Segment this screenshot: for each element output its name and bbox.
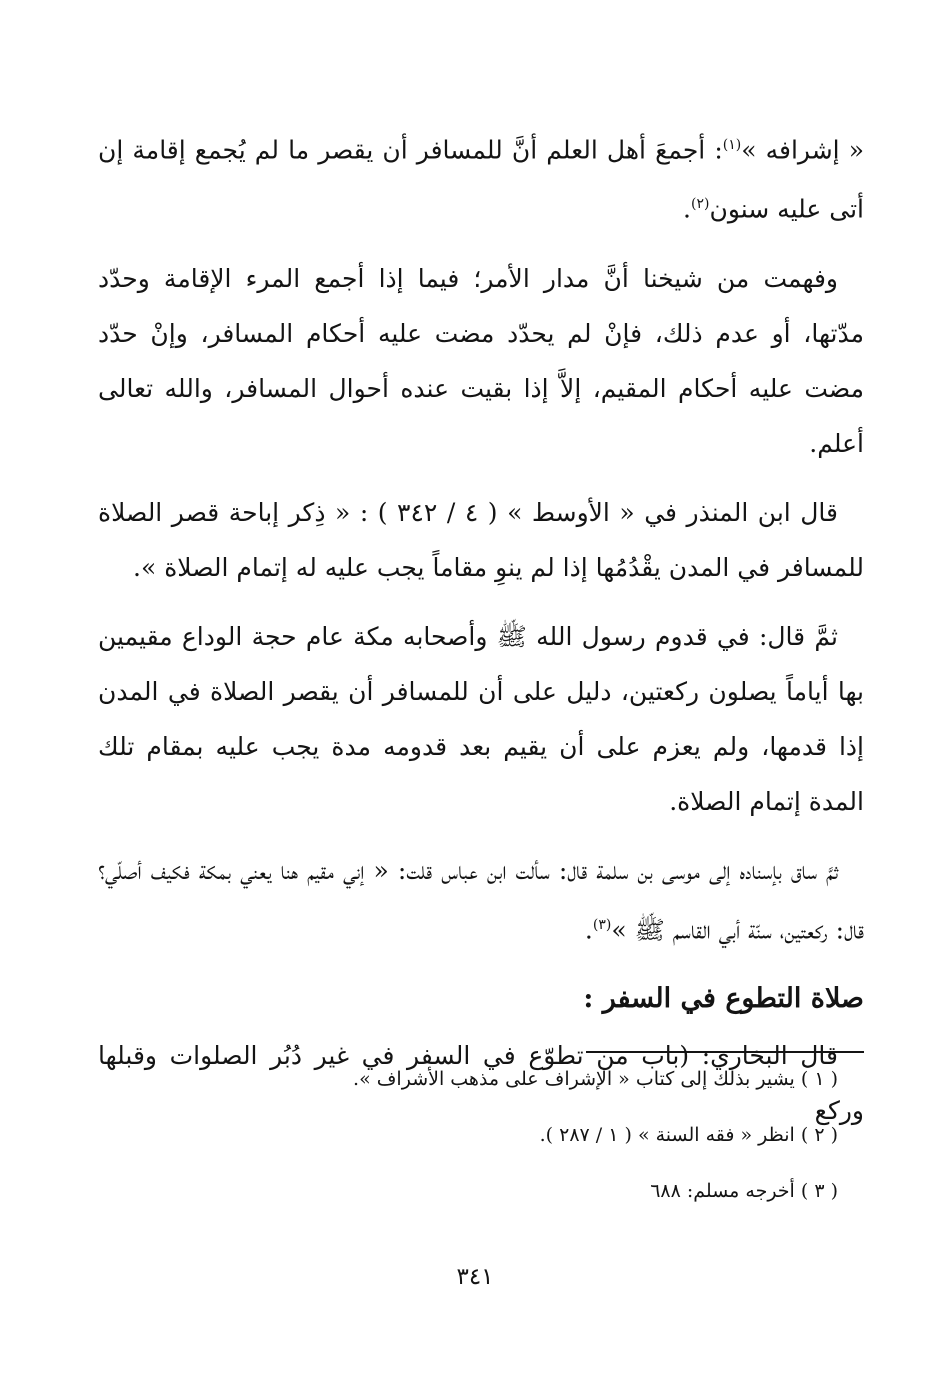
paragraph-1-end: . [683, 194, 691, 224]
paragraph-6: قال البخاري: (باب من تطوّع في السفر في غير دُبُر الصلوات وقبلها وركع [98, 1040, 864, 1125]
paragraph-2: وفهمت من شيخنا أنَّ مدار الأمر؛ فيما إذا أجمع المرء الإقامة وحدّد مدّتها، أو عدم ذلك، فإنْ لم يحدّد مضت عليه أحكام المسافر، وإنْ حدّد مضت عليه أحكام المقيم، إلاَّ إذا بقيت عنده أحوال المسافر، والله تعالى أعلم. [98, 263, 864, 458]
footnote-ref-1: (١) [722, 137, 742, 153]
main-text [98, 118, 864, 1152]
page-number: ٣٤١ [456, 1264, 494, 1290]
footnote-2: ( ٢ ) انظر « فقه السنة » ( ١ / ٢٨٧ ). [539, 1124, 838, 1146]
footnote-3: ( ٣ ) أخرجه مسلم: ٦٨٨ [650, 1180, 838, 1202]
paragraph-1-text: « إشرافه » [741, 135, 864, 165]
paragraph-5-text: ثمَّ ساق بإسناده إلى موسى بن سلمة قال: سألت ابن عباس قلت: « إني مقيم هنا يعني بمكة فكيف أصلّي؟ قال: ركعتين، سنّة أبي القاسم ﷺ » [98, 855, 864, 944]
paragraph-3: قال ابن المنذر في « الأوسط » ( ٤ / ٣٤٢ ) : « ذِكر إباحة قصر الصلاة للمسافر في المدن يقْدُمُها إذا لم ينوِ مقاماً يجب عليه له إتمام الصلاة ». [98, 497, 864, 582]
paragraph-1-rest: : أجمعَ أهل العلم أنَّ للمسافر أن يقصر ما لم يُجمع إقامة إن أتى عليه سنون [98, 135, 864, 224]
footnote-1: ( ١ ) يشير بذلك إلى كتاب « الإشراف على مذهب الأشراف ». [353, 1068, 838, 1090]
footnote-ref-3: (٣) [592, 916, 612, 933]
footnote-ref-2: (٢) [690, 196, 710, 213]
paragraph-5-end: . [584, 914, 593, 944]
paragraph-5 [98, 843, 864, 957]
footnotes [138, 1066, 838, 1234]
paragraph-4: ثمَّ قال: في قدوم رسول الله ﷺ وأصحابه مكة عام حجة الوداع مقيمين بها أياماً يصلون ركعتين، دليل على أن للمسافر أن يقصر الصلاة في المدن إذا قدمها، ولم يعزم على أن يقيم بعد قدومه مدة يجب عليه بمقام تلك المدة إتمام الصلاة. [98, 621, 864, 816]
section-heading: صلاة التطوع في السفر : [583, 982, 864, 1014]
footnote-divider [586, 1051, 864, 1053]
paragraph-1 [98, 118, 864, 237]
